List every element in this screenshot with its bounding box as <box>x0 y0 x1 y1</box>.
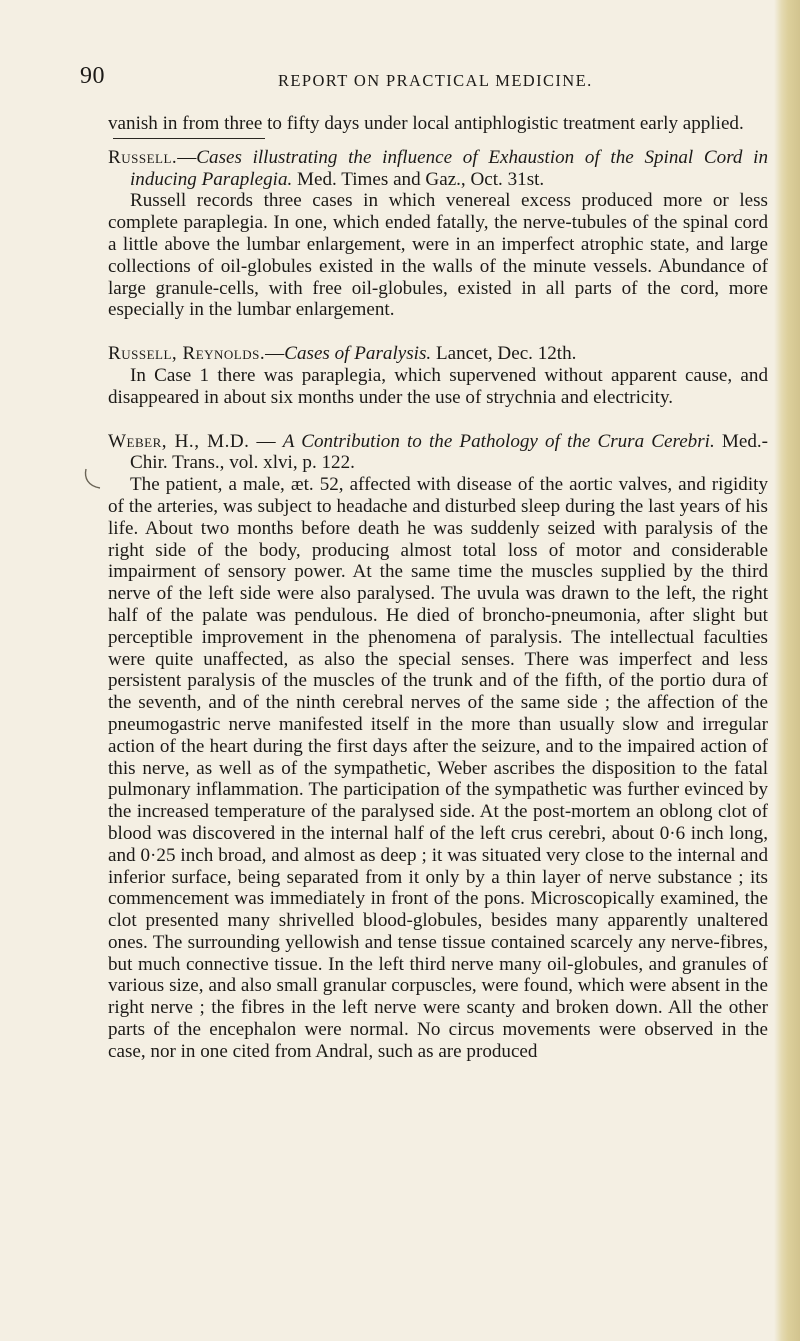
reference-title: Cases of Paralysis. <box>284 343 432 365</box>
abstract-russell-reynolds: In Case 1 there was paraplegia, which supervened without apparent cause, and disappeared in about six months under the use of strychnia and electricity. <box>108 364 768 408</box>
running-head <box>80 63 768 92</box>
running-head-title: REPORT ON PRACTICAL MEDICINE. <box>278 71 593 90</box>
reference-source: Med. Times and Gaz., Oct. 31st. <box>292 168 545 190</box>
page-number: 90 <box>80 63 105 89</box>
reference-dash: — <box>249 430 283 452</box>
margin-pencil-mark <box>82 466 104 492</box>
reference-dash: — <box>265 343 285 365</box>
reference-source: Lancet, Dec. 12th. <box>431 343 577 365</box>
abstract-weber: The patient, a male, æt. 52, affected with disease of the aortic valves, and rigidity of the arteries, was subject to headache and disturbed sleep during the last years of his life. About two months before death he was suddenly seized with paralysis of the right side of the body, producing almost total loss of motor and considerable impairment of sensory power. At the same time the muscles supplied by the third nerve of the left side were also paralysed. The uvula was drawn to the left, the right half of the palate was pendulous. He died of broncho-pneumonia, after slight but perceptible improvement in the phenomena of paralysis. The intellectual faculties were quite unaffected, as also the special senses. There was imperfect and less persistent paralysis of the muscles of the trunk and of the fifth, of the portio dura of the seventh, and of the ninth cerebral nerves of the same side ; the affection of the pneumogastric nerve manifested itself in the more than usually slow and irregular action of the heart during the first days after the seizure, and to the impaired action of this nerve, as well as of the sympathetic, Weber ascribes the disposition to the fatal pulmonary inflammation. The participation of the sympathetic was further evinced by the increased temperature of the paralysed side. At the post-mortem an oblong clot of blood was discovered in the internal half of the left crus cerebri, about 0·6 inch long, and 0·25 inch broad, and almost as deep ; it was situated very close to the internal and inferior surface, being separated from it only by a thin layer of nerve substance ; its commencement was immediately in front of the pons. Microscopically examined, the clot presented many shrivelled blood-globules, besides many apparently unaltered ones. The surrounding yellowish and tense tissue contained scarcely any nerve-fibres, but much connective tissue. In the left third nerve many oil-globules, and granules of various size, and also small granular corpuscles, were found, which were absent in the right nerve ; the fibres in the left nerve were scanty and broken down. All the other parts of the encephalon were normal. No circus movements were observed in the case, nor in one cited from Andral, such as are produced <box>108 474 768 1062</box>
reference-weber <box>108 431 768 475</box>
reference-title: Cases illustrating the influence of Exhaustion of the Spinal Cord in inducing Paraplegia. <box>130 146 768 190</box>
page-edge-shading <box>774 0 800 1341</box>
continuation-paragraph: vanish in from three to fifty days under local antiphlogistic treatment early applied. <box>108 113 744 134</box>
reference-russell <box>108 147 768 191</box>
reference-author: Weber, H., M.D. <box>108 430 250 452</box>
abstract-russell: Russell records three cases in which venereal excess produced more or less complete paraplegia. In one, which ended fatally, the nerve-tubules of the spinal cord a little above the lumbar enlargement, were in an imperfect atrophic state, and large collections of oil-globules existed in the walls of the minute vessels. Abundance of large granule-cells, with free oil-globules, existed in all parts of the cord, more especially in the lumbar enlargement. <box>108 190 768 321</box>
reference-author: Russell. <box>108 146 178 168</box>
reference-source: Med.-Chir. Trans., vol. xlvi, p. 122. <box>130 430 769 474</box>
reference-title: A Contribution to the Pathology of the Crura Cerebri. <box>282 430 715 452</box>
reference-russell-reynolds <box>108 343 768 365</box>
body-text <box>108 113 768 1063</box>
reference-author: Russell, Reynolds. <box>108 343 266 365</box>
section-rule <box>113 138 265 139</box>
reference-dash: — <box>177 146 197 168</box>
